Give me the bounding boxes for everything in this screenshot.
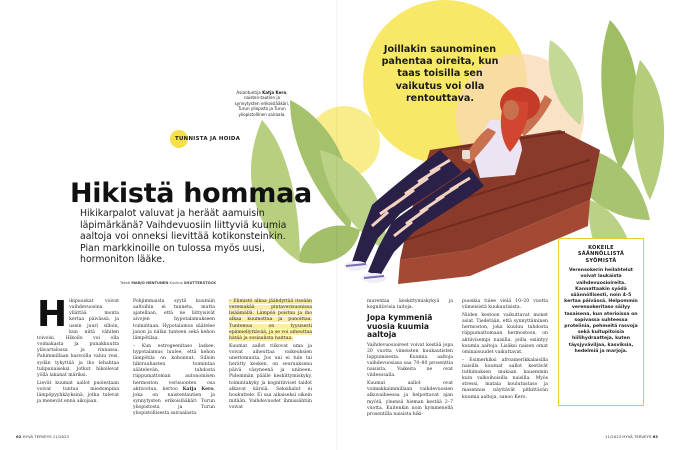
paragraph: – Esimerkiksi afroamerikkalaisilla naisilla kuumat aallot kestävät tutkimuksen mukaan kauemmin kuin valkoihoisilla naisilla. Myös stressi, matala koulutustaso ja masennus näyttävät pitkittävän kuumia aaltoja, sanoo Kero.	[462, 357, 548, 400]
footer-publication-right: 11/2023 HYVÄ TERVEYS	[605, 434, 652, 439]
paragraph: Niiden kestoon vaikuttavat monet asiat. Tiedetään, että synnyttäminen hermoston, joka kuuluu tahdosta riippumattomaan hermostoon, on aktiivisempi naisilla, joilla esiintyy kuumia aaltoja. Lisäksi naisen omat ominaisuudet vaikuttavat.	[462, 312, 548, 355]
byline-author: MARJO HENTUNEN	[131, 281, 169, 285]
page-number-right: 63	[652, 434, 658, 439]
paragraph	[229, 299, 312, 342]
pull-quote: Joillakin saunominen pahentaa oireita, kun taas toisilla sen vaikutus voi olla rentouttava.	[381, 44, 499, 104]
body-column-3	[229, 299, 312, 413]
leaf	[633, 60, 665, 200]
body-column-4	[367, 299, 453, 420]
paragraph	[37, 294, 119, 379]
byline-photo-label: Kuvitus	[169, 281, 183, 285]
page-number-left: 62	[16, 434, 22, 439]
drop-cap: H	[37, 294, 68, 335]
leaf	[300, 225, 360, 263]
paragraph: Kuumat aallot riikovat uma ja voivat aiheuttaa vaikeuksien unettomuuta. Jos uni ei tule tai herätty kesken, on seurauksena päivä väsyneenä ja unineen. Pidemmän päälle keskittymiskyky, toimintakyky ja kognitiiviset taidot alkavat kärsiä. Seksihalut ei houkuttele. Ei saa aikaiseksi oikein mitään. Vaihdevuodet ihmissähtiin voivat	[229, 343, 312, 411]
body-column-2	[133, 299, 215, 419]
paragraph: Kuumat aallot ovat voimakkaimmillaan vaihdevuosien alkuvaiheessa ja helpottavat ajan myötä, yleensä hieman kestää 2–7 vuotta. Kuitenkin noin kymmenellä prosentilla naisista hiki-	[367, 381, 453, 417]
paragraph: Pohjimmaista syytä kuumiin aaltoihin ei tunneta, mutta ajatellaan, että ne liittyisivät aivojen hypotalamukseen toimintaan. Hypotalamus säätelee janon ja nälän tunteen sekä kehon lämpötilaa.	[133, 299, 215, 341]
woman-face	[503, 100, 519, 120]
expert-name: Katja Kero	[182, 386, 214, 392]
byline-text-label: Teksti	[120, 281, 131, 285]
footer-left	[16, 434, 69, 439]
mug	[462, 150, 470, 159]
tip-box-title: KOKEILE SÄÄNNÖLLISTÄ SYÖMISTÄ	[577, 245, 625, 264]
tip-box	[558, 238, 644, 406]
byline	[120, 281, 216, 285]
paragraph-text: – Kun estrogeenitaso laskee, hypotalamus luulee, että kehon lämpötila on kohonnut. Silloin hikirauhasten toimintaa säätelevän, tahdosta riippumattoman autonomisen hermoston verisuonten osa aktivoituu, kertoo	[133, 343, 215, 392]
paragraph-text: ikipuuskat voivat vaihdevuosina yllättää monta kertaa päivässä, ja usein juuri silloin, kun niitä vähiten toivoisi. Hikoilu voi olla voimakasta ja punakkuutta ylävartalossa ja rinnassa. Pahimmillaan kasvoilla valuu vesi, sydän tykyttää ja iho lehahtaa tulipunaiseksi. Jotkut hikoilevat yöllä lakanat märiksi.	[37, 299, 119, 378]
paragraph: Lievät kuumat aallot puolestaan voivat tuntua miedompina lämpöpyyhkäyksinä, jotka tulevat ja menevät ennä aikojaan.	[37, 380, 119, 405]
section-kicker: TUNNISTA JA HOIDA	[175, 136, 241, 142]
footer-publication-left: HYVÄ TERVEYS 11/2023	[22, 434, 69, 439]
paragraph: Vaihdevuosioireet voivat kestää jopa 20 vuotta vimeisten kuukautisten loppumisesta. Kuumia aaltoja vaihdevuosissa saa 70–80 prosenttia naisista. Vaikeita ne ovat viidesosalla.	[367, 342, 453, 379]
page-gutter	[336, 0, 338, 450]
byline-illustrator: SHUTTERSTOCK	[183, 281, 217, 285]
leaf	[601, 20, 638, 170]
body-column-5	[462, 299, 548, 402]
article-lead: Hikikarpalot valuvat ja heräät aamuisin läpimärkänä? Vaihdevuosiin liittyviä kuumia aaltoja voi onneksi lievittää kotikonsteinkin. Pian markkinoille on tulossa myös uusi, hormoniton lääke.	[80, 208, 287, 266]
expert-caption	[232, 90, 292, 117]
footer-right	[605, 434, 658, 439]
body-column-1	[37, 294, 119, 407]
paragraph	[133, 344, 215, 418]
article-headline: Hikistä hommaa	[70, 178, 312, 209]
caption-rest: , naisten-tautien ja synnytysten erikoislääkäri, Turun yliopisto ja Turun yliopistollinen sairaala.	[234, 90, 290, 117]
paragraph: puuskia tulee vielä 10–20 vuotta viimeisistä kuukautisista.	[462, 299, 548, 311]
paragraph: murentaa keskittymiskykyä ja kognitiivisia taitoja.	[367, 299, 453, 311]
paragraph-text: , joka on naistentautien ja synnytysten erikoislääkäri Turun yliopistosta ja Turun yliopistollisesta sairaalasta.	[133, 386, 215, 417]
caption-line1: Asiantuntija	[236, 90, 261, 95]
tip-box-text: Verensokerin heilahtelut voivat laukaista vaihdevuosioireita. Kannattaakin syödä säännöllisesti, noin 4–5 kertaa päivässä. Helpommin verensokeritaso säilyy tasaisena, kun aterioissa on sopivassa suhteessa proteiinia, pehmeitä rasvoja sekä kuitupitoisia hiilihydraatteja, kuten täysjyväviljaa, kasviksia, hedelmiä ja marjoja.	[564, 268, 638, 354]
subheading: Jopa kymmeniä vuosia kuumia aaltoja	[367, 313, 433, 340]
caption-name: Katja Kero	[262, 90, 287, 95]
highlighted-text: – Elimistö alkaa jäähdyttää itseään veremakää pintaverisuonissa lisäämällä. Lämpöä poistuu ja iho alkaa kuumottaa ja punoittaa. Tuntemus on fyysisesti epämiellyttävää, ja se voi aiheuttaa hätää ja sosiaalista haittaa.	[229, 299, 312, 341]
